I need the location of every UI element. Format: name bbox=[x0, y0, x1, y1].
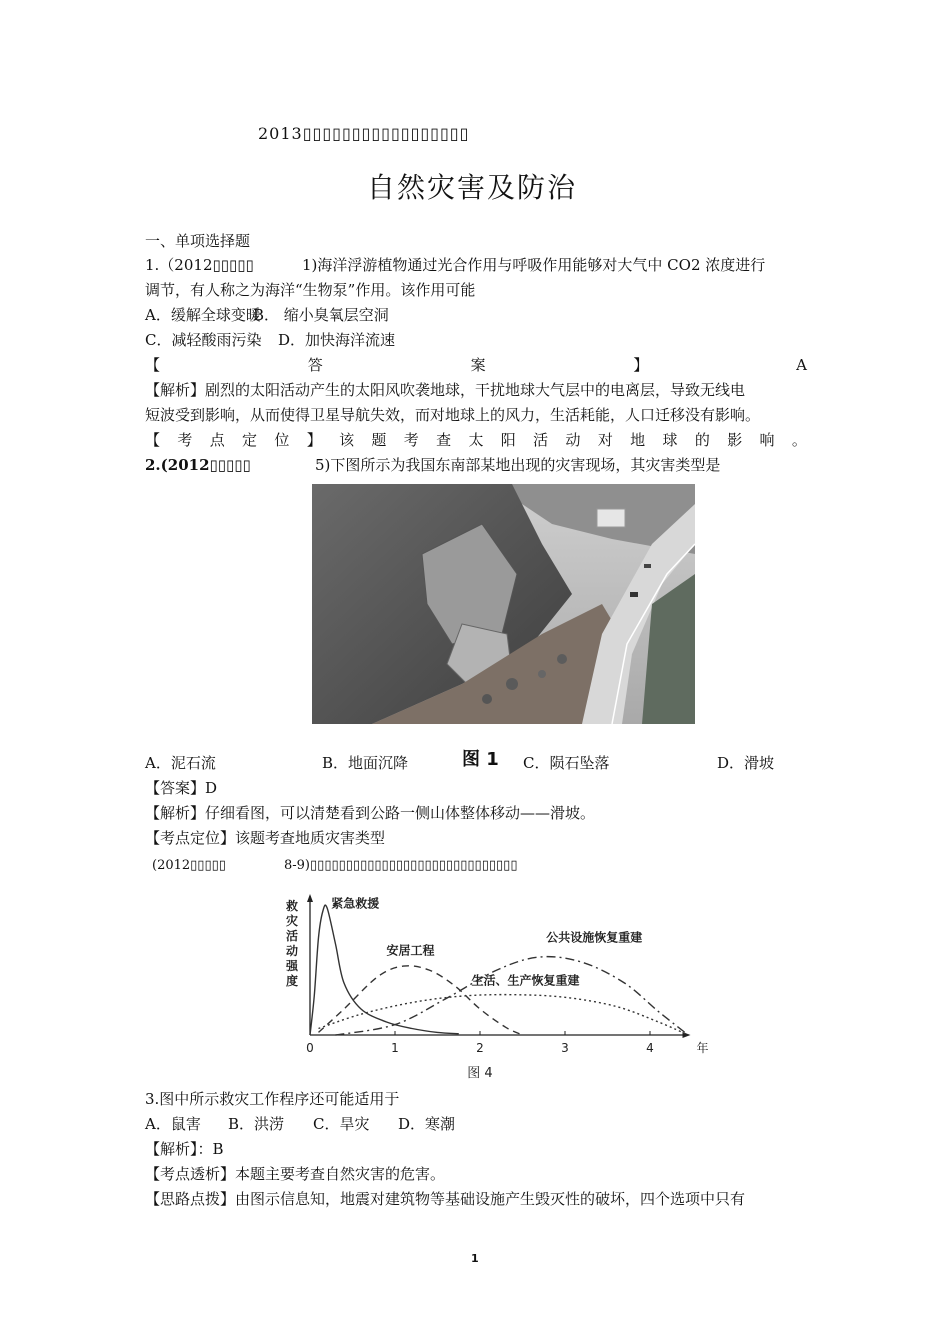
chart-axes bbox=[307, 894, 691, 1038]
q1-source: 1.（2012▯▯▯▯▯ bbox=[145, 256, 254, 274]
y-axis-label-char: 度 bbox=[285, 974, 299, 988]
kaodian-char: 的 bbox=[694, 431, 710, 449]
q3-analysis: 【解析】：B bbox=[145, 1140, 224, 1158]
q3-option-c: C．旱灾 bbox=[313, 1115, 370, 1133]
q2-analysis: 【解析】仔细看图，可以清楚看到公路一侧山体整体移动——滑坡。 bbox=[145, 804, 596, 822]
kaodian-char: 查 bbox=[436, 431, 452, 449]
q1-analysis-line2: 短波受到影响，从而使得卫星导航失效，而对地球上的风力，生活耗能，人口迁移没有影响。 bbox=[145, 406, 761, 424]
kaodian-char: 考 bbox=[403, 431, 419, 449]
y-axis-label-char: 强 bbox=[285, 959, 299, 973]
q1-answer bbox=[145, 354, 807, 376]
figure-1-label: 图 1 bbox=[462, 749, 499, 770]
kaodian-char: 活 bbox=[533, 431, 549, 449]
x-tick-label: 4 bbox=[646, 1041, 654, 1055]
y-axis-label-char: 灾 bbox=[285, 914, 299, 928]
q1-option-a: A．缓解全球变暖 bbox=[145, 306, 261, 324]
answer-char: 案 bbox=[470, 356, 486, 374]
kaodian-char: 位 bbox=[274, 431, 290, 449]
x-tick-label: 1 bbox=[391, 1041, 399, 1055]
series-line bbox=[310, 905, 459, 1035]
q3-intro-source: (2012▯▯▯▯▯ bbox=[152, 858, 226, 873]
kaodian-char: 动 bbox=[565, 431, 581, 449]
series-label: 紧急救援 bbox=[331, 896, 380, 911]
section-heading: 一、单项选择题 bbox=[145, 232, 251, 250]
kaodian-char: 点 bbox=[209, 431, 225, 449]
q1-stem-line2: 调节，有人称之为海洋“生物泵”作用。该作用可能 bbox=[145, 281, 476, 299]
series-label: 公共设施恢复重建 bbox=[546, 930, 643, 945]
kaodian-char: 响 bbox=[759, 431, 775, 449]
figure-caption: 图 4 bbox=[467, 1066, 493, 1081]
q2-option-a: A．泥石流 bbox=[145, 754, 216, 772]
q2-option-d: D．滑坡 bbox=[717, 754, 775, 772]
relief-chart-svg bbox=[280, 888, 709, 1088]
q3-intro-text: 8-9)▯▯▯▯▯▯▯▯▯▯▯▯▯▯▯▯▯▯▯▯▯▯▯▯▯▯▯▯▯ bbox=[284, 858, 518, 873]
q1-stem-line1: 1)海洋浮游植物通过光合作用与呼吸作用能够对大气中 CO2 浓度进行 bbox=[302, 256, 766, 274]
doc-supertitle: 2013▯▯▯▯▯▯▯▯▯▯▯▯▯▯▯▯▯ bbox=[258, 124, 470, 143]
answer-char: 【 bbox=[145, 356, 161, 374]
series-label: 安居工程 bbox=[386, 943, 435, 958]
q2-option-c: C．陨石坠落 bbox=[523, 754, 610, 772]
q3-option-d: D．寒潮 bbox=[398, 1115, 456, 1133]
q2-option-b: B．地面沉降 bbox=[322, 754, 409, 772]
kaodian-char: 定 bbox=[242, 431, 258, 449]
q1-kaodian bbox=[145, 429, 807, 451]
q1-option-d: D．加快海洋流速 bbox=[278, 331, 396, 349]
y-axis-arrow bbox=[307, 894, 313, 902]
x-axis-label: 年 bbox=[696, 1041, 709, 1055]
series-label: 生活、生产恢复重建 bbox=[471, 973, 580, 988]
kaodian-char: 【 bbox=[145, 431, 161, 449]
x-tick-label: 3 bbox=[561, 1041, 569, 1055]
kaodian-char: 对 bbox=[597, 431, 613, 449]
q1-analysis-line1: 【解析】剧烈的太阳活动产生的太阳风吹袭地球，干扰地球大气层中的电离层，导致无线电 bbox=[145, 381, 746, 399]
q3-option-b: B．洪涝 bbox=[228, 1115, 285, 1133]
kaodian-char: 地 bbox=[630, 431, 646, 449]
q2-stem: 5)下图所示为我国东南部某地出现的灾害现场，其灾害类型是 bbox=[315, 456, 721, 474]
kaodian-char: 球 bbox=[662, 431, 678, 449]
x-tick-label: 2 bbox=[476, 1041, 484, 1055]
chart-series bbox=[310, 905, 688, 1035]
chart-labels bbox=[285, 896, 709, 1081]
q2-kaodian: 【考点定位】该题考查地质灾害类型 bbox=[145, 829, 386, 847]
q1-option-c: C．减轻酸雨污染 bbox=[145, 331, 262, 349]
kaodian-char: 题 bbox=[371, 431, 387, 449]
kaodian-char: 】 bbox=[306, 431, 322, 449]
relief-chart bbox=[280, 888, 709, 1088]
q2-source: 2.(2012▯▯▯▯▯ bbox=[145, 456, 251, 474]
q3-option-a: A．鼠害 bbox=[145, 1115, 201, 1133]
answer-char: A bbox=[796, 356, 807, 374]
q2-answer: 【答案】D bbox=[145, 779, 218, 797]
q1-option-b: B． 缩小臭氧层空洞 bbox=[253, 306, 389, 324]
page-number: 1 bbox=[471, 1252, 479, 1265]
y-axis-label-char: 救 bbox=[285, 899, 299, 913]
kaodian-char: 影 bbox=[727, 431, 743, 449]
answer-char: 答 bbox=[307, 356, 323, 374]
q3-stem: 3.图中所示救灾工作程序还可能适用于 bbox=[145, 1090, 400, 1108]
landslide-photo bbox=[312, 484, 695, 724]
kaodian-char: 太 bbox=[468, 431, 484, 449]
kaodian-char: 阳 bbox=[500, 431, 516, 449]
kaodian-char: 考 bbox=[177, 431, 193, 449]
answer-char: 】 bbox=[633, 356, 649, 374]
y-axis-label-char: 活 bbox=[285, 929, 299, 943]
y-axis-label-char: 动 bbox=[285, 944, 299, 958]
q3-silu: 【思路点拨】由图示信息知，地震对建筑物等基础设施产生毁灭性的破坏，四个选项中只有 bbox=[145, 1190, 746, 1208]
kaodian-char: 该 bbox=[339, 431, 355, 449]
doc-title: 自然灾害及防治 bbox=[367, 171, 578, 204]
kaodian-char: 。 bbox=[791, 431, 807, 449]
q3-kaodian: 【考点透析】本题主要考查自然灾害的危害。 bbox=[145, 1165, 446, 1183]
x-tick-label: 0 bbox=[306, 1041, 314, 1055]
